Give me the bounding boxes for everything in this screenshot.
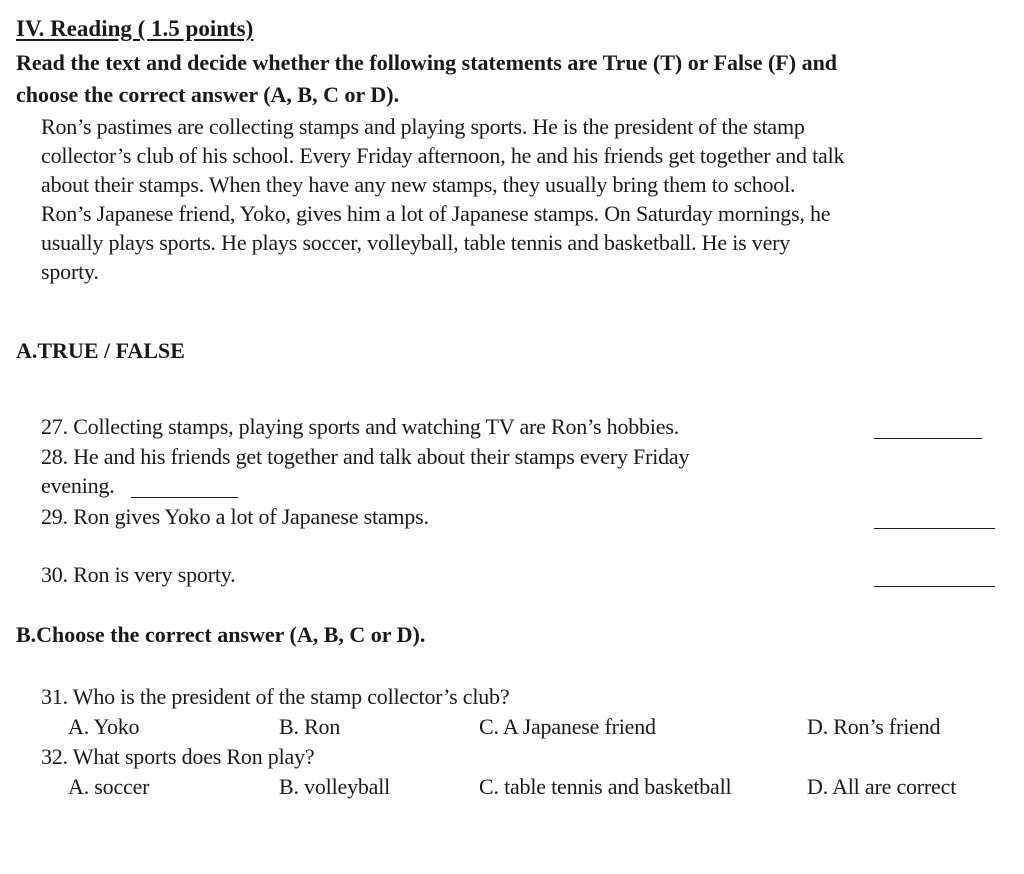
passage-line: usually plays sports. He plays soccer, volleyball, table tennis and basketball. He is very bbox=[41, 230, 791, 255]
question-32: 32. What sports does Ron play? bbox=[41, 744, 315, 769]
section-title: IV. Reading ( 1.5 points) bbox=[16, 16, 254, 41]
option-31-c[interactable]: C. A Japanese friend bbox=[479, 714, 656, 739]
answer-blank-27[interactable] bbox=[874, 438, 982, 439]
answer-blank-30[interactable] bbox=[874, 586, 995, 587]
instructions-line-1: Read the text and decide whether the following statements are True (T) or False (F) and bbox=[16, 50, 838, 75]
true-false-heading: A.TRUE / FALSE bbox=[16, 338, 185, 363]
passage-line: Ron’s Japanese friend, Yoko, gives him a lot of Japanese stamps. On Saturday mornings, he bbox=[41, 201, 831, 226]
option-31-a[interactable]: A. Yoko bbox=[68, 714, 140, 739]
answer-blank-28[interactable] bbox=[131, 497, 238, 498]
passage-line: about their stamps. When they have any new stamps, they usually bring them to school. bbox=[41, 172, 796, 197]
instructions-line-2: choose the correct answer (A, B, C or D). bbox=[16, 82, 400, 107]
question-31: 31. Who is the president of the stamp collector’s club? bbox=[41, 684, 510, 709]
option-32-c[interactable]: C. table tennis and basketball bbox=[479, 774, 732, 799]
answer-blank-29[interactable] bbox=[874, 528, 995, 529]
option-31-d[interactable]: D. Ron’s friend bbox=[807, 714, 941, 739]
multiple-choice-heading: B.Choose the correct answer (A, B, C or D). bbox=[16, 622, 426, 647]
question-28: 28. He and his friends get together and talk about their stamps every Friday bbox=[41, 444, 690, 469]
option-31-b[interactable]: B. Ron bbox=[279, 714, 341, 739]
option-32-d[interactable]: D. All are correct bbox=[807, 774, 957, 799]
question-28-continued: evening. bbox=[41, 473, 115, 498]
option-32-a[interactable]: A. soccer bbox=[68, 774, 150, 799]
passage-line: sporty. bbox=[41, 259, 99, 284]
passage-line: Ron’s pastimes are collecting stamps and playing sports. He is the president of the stamp bbox=[41, 114, 805, 139]
option-32-b[interactable]: B. volleyball bbox=[279, 774, 391, 799]
question-27: 27. Collecting stamps, playing sports and watching TV are Ron’s hobbies. bbox=[41, 414, 679, 439]
question-29: 29. Ron gives Yoko a lot of Japanese stamps. bbox=[41, 504, 429, 529]
passage-line: collector’s club of his school. Every Friday afternoon, he and his friends get together and talk bbox=[41, 143, 845, 168]
question-30: 30. Ron is very sporty. bbox=[41, 562, 236, 587]
